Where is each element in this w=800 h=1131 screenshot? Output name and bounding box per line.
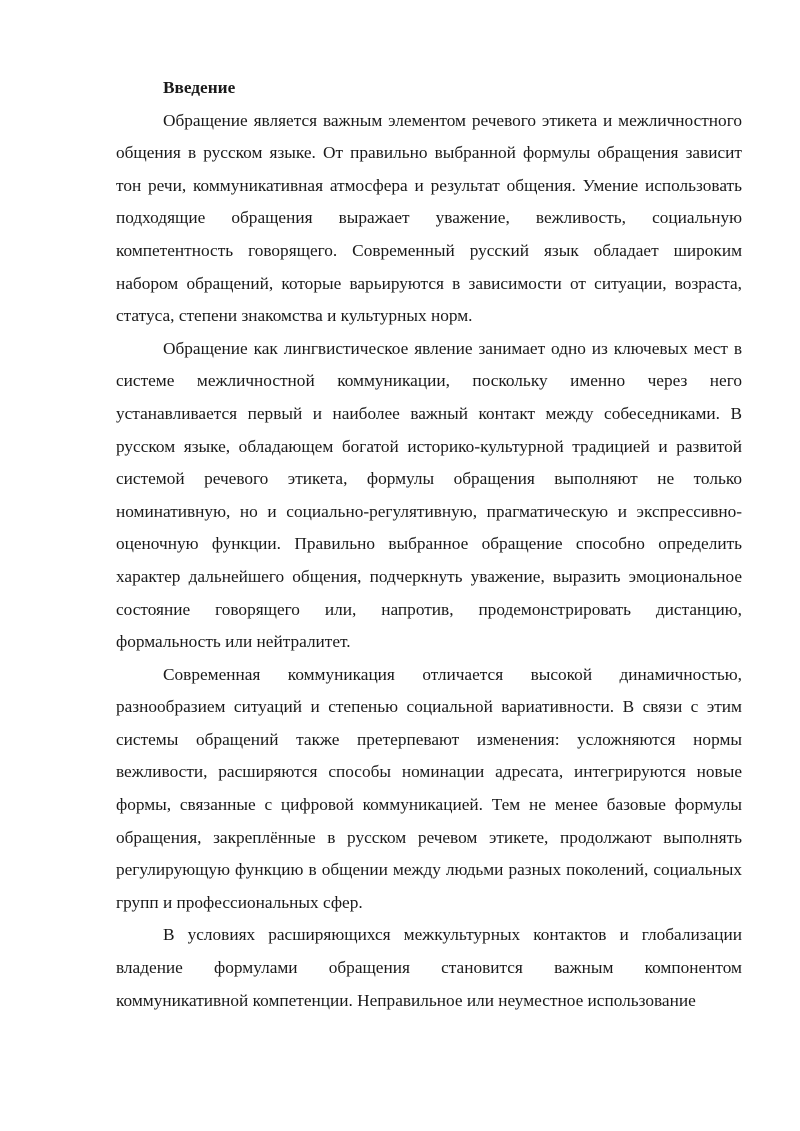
paragraph-3: Современная коммуникация отличается высокой динамичностью, разнообразием ситуаций и степенью социальной вариативности. В связи с этим системы обращений также претерпевают изменения: усложняются нормы вежливости, расширяются способы номинации адресата, интегрируются новые формы, связанные с цифровой коммуникацией. Тем не менее базовые формулы обращения, закреплённые в русском речевом этикете, продолжают выполнять регулирующую функцию в общении между людьми разных поколений, социальных групп и профессиональных сфер. <box>116 664 742 912</box>
paragraph-2: Обращение как лингвистическое явление занимает одно из ключевых мест в системе межличностной коммуникации, поскольку именно через него устанавливается первый и наиболее важный контакт между собеседниками. В русском языке, обладающем богатой историко-культурной традицией и развитой системой речевого этикета, формулы обращения выполняют не только номинативную, но и социально-регулятивную, прагматическую и экспрессивно-оценочную функции. Правильно выбранное обращение способно определить характер дальнейшего общения, подчеркнуть уважение, выразить эмоциональное состояние говорящего или, напротив, продемонстрировать дистанцию, формальность или нейтралитет. <box>116 338 742 652</box>
paragraph-4: В условиях расширяющихся межкультурных контактов и глобализации владение формулами обращения становится важным компонентом коммуникативной компетенции. Неправильное или неуместное использование <box>116 925 742 1010</box>
paragraph-1: Обращение является важным элементом речевого этикета и межличностного общения в русском языке. От правильно выбранной формулы обращения зависит тон речи, коммуникативная атмосфера и результат общения. Умение использовать подходящие обращения выражает уважение, вежливость, социальную компетентность говорящего. Современный русский язык обладает широким набором обращений, которые варьируются в зависимости от ситуации, возраста, статуса, степени знакомства и культурных норм. <box>116 110 742 326</box>
document-body <box>116 72 742 1017</box>
section-heading: Введение <box>163 78 236 97</box>
